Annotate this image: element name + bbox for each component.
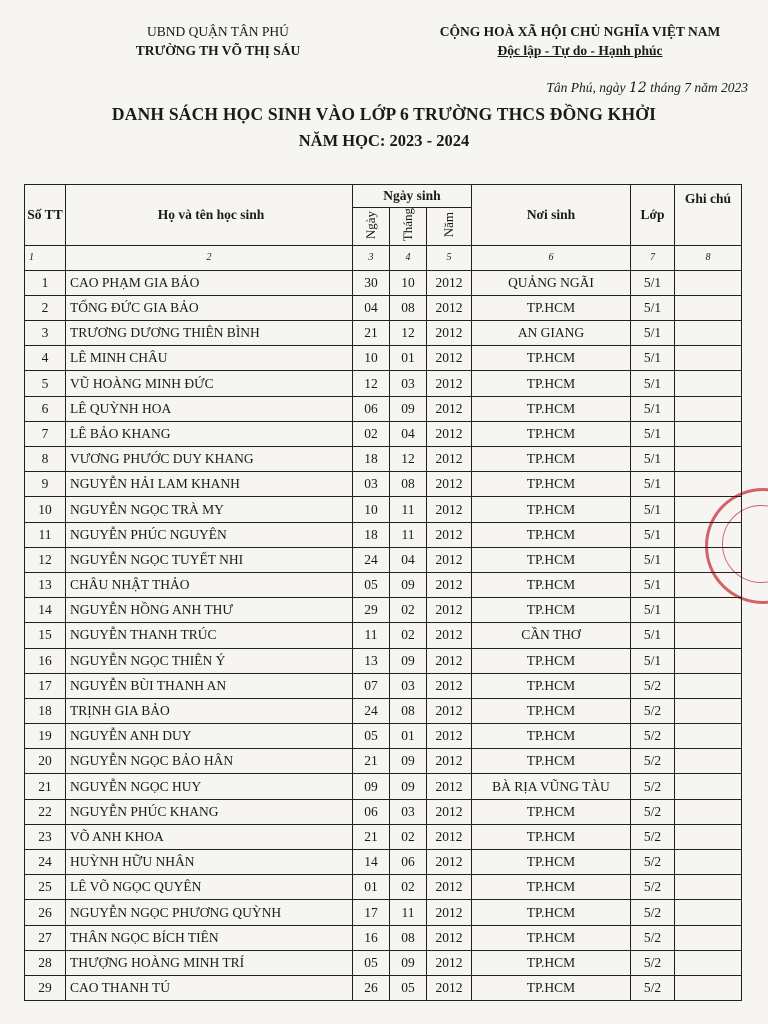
birth-year: 2012 xyxy=(427,547,472,572)
table-row xyxy=(25,270,742,295)
student-name: LÊ MINH CHÂU xyxy=(66,346,353,371)
note xyxy=(675,371,742,396)
birth-place: CẦN THƠ xyxy=(472,623,631,648)
table-row xyxy=(25,321,742,346)
birth-day: 17 xyxy=(353,900,390,925)
student-name: NGUYỄN NGỌC TRÀ MY xyxy=(66,497,353,522)
header-stt: Số TT xyxy=(25,185,66,246)
student-name: NGUYỄN ANH DUY xyxy=(66,724,353,749)
table-row xyxy=(25,850,742,875)
header-note: Ghi chú xyxy=(675,185,742,246)
student-name: NGUYỄN PHÚC NGUYÊN xyxy=(66,522,353,547)
row-number: 9 xyxy=(25,472,66,497)
birth-month: 09 xyxy=(390,950,427,975)
row-number: 2 xyxy=(25,295,66,320)
student-name: TỐNG ĐỨC GIA BẢO xyxy=(66,295,353,320)
table-row xyxy=(25,698,742,723)
note xyxy=(675,950,742,975)
header-place: Nơi sinh xyxy=(472,185,631,246)
class-name: 5/1 xyxy=(631,648,675,673)
birth-month: 09 xyxy=(390,774,427,799)
note xyxy=(675,522,742,547)
header-dob: Ngày sinh xyxy=(353,185,472,208)
index-cell: 5 xyxy=(427,246,472,271)
birth-month: 03 xyxy=(390,799,427,824)
row-number: 17 xyxy=(25,673,66,698)
class-name: 5/1 xyxy=(631,522,675,547)
table-row xyxy=(25,749,742,774)
birth-day: 18 xyxy=(353,447,390,472)
birth-place: TP.HCM xyxy=(472,572,631,597)
header-day: Ngày xyxy=(363,210,378,239)
birth-day: 05 xyxy=(353,950,390,975)
index-cell: 1 xyxy=(25,246,66,271)
birth-place: TP.HCM xyxy=(472,850,631,875)
note xyxy=(675,295,742,320)
student-table xyxy=(24,184,742,1001)
student-name: NGUYỄN NGỌC THIÊN Ý xyxy=(66,648,353,673)
class-name: 5/2 xyxy=(631,875,675,900)
birth-year: 2012 xyxy=(427,472,472,497)
class-name: 5/1 xyxy=(631,447,675,472)
class-name: 5/1 xyxy=(631,547,675,572)
issuer-block xyxy=(108,22,328,60)
birth-month: 01 xyxy=(390,724,427,749)
student-name: LÊ QUỲNH HOA xyxy=(66,396,353,421)
student-name: NGUYỄN PHÚC KHANG xyxy=(66,799,353,824)
birth-day: 10 xyxy=(353,346,390,371)
note xyxy=(675,346,742,371)
note xyxy=(675,396,742,421)
row-number: 6 xyxy=(25,396,66,421)
row-number: 13 xyxy=(25,572,66,597)
table-row xyxy=(25,396,742,421)
birth-place: AN GIANG xyxy=(472,321,631,346)
note xyxy=(675,900,742,925)
national-motto-block xyxy=(410,22,750,60)
table-row xyxy=(25,295,742,320)
birth-year: 2012 xyxy=(427,295,472,320)
birth-month: 02 xyxy=(390,623,427,648)
birth-place: TP.HCM xyxy=(472,447,631,472)
note xyxy=(675,421,742,446)
table-row xyxy=(25,598,742,623)
note xyxy=(675,572,742,597)
birth-month: 08 xyxy=(390,698,427,723)
birth-day: 10 xyxy=(353,497,390,522)
birth-month: 11 xyxy=(390,522,427,547)
birth-place: TP.HCM xyxy=(472,497,631,522)
issuer-school: TRƯỜNG TH VÕ THỊ SÁU xyxy=(135,43,301,58)
student-name: CAO THANH TÚ xyxy=(66,975,353,1000)
birth-day: 06 xyxy=(353,799,390,824)
student-name: THƯỢNG HOÀNG MINH TRÍ xyxy=(66,950,353,975)
birth-month: 05 xyxy=(390,975,427,1000)
birth-month: 10 xyxy=(390,270,427,295)
student-name: HUỲNH HỮU NHÂN xyxy=(66,850,353,875)
note xyxy=(675,497,742,522)
table-row xyxy=(25,497,742,522)
birth-day: 05 xyxy=(353,572,390,597)
row-number: 28 xyxy=(25,950,66,975)
birth-day: 12 xyxy=(353,371,390,396)
birth-place: TP.HCM xyxy=(472,724,631,749)
row-number: 27 xyxy=(25,925,66,950)
birth-place: TP.HCM xyxy=(472,472,631,497)
table-row xyxy=(25,875,742,900)
date-prefix: Tân Phú, ngày xyxy=(546,80,626,95)
birth-year: 2012 xyxy=(427,799,472,824)
birth-month: 03 xyxy=(390,673,427,698)
birth-day: 26 xyxy=(353,975,390,1000)
table-row xyxy=(25,447,742,472)
birth-month: 09 xyxy=(390,749,427,774)
table-row xyxy=(25,522,742,547)
note xyxy=(675,925,742,950)
row-number: 11 xyxy=(25,522,66,547)
birth-month: 11 xyxy=(390,900,427,925)
table-row xyxy=(25,900,742,925)
birth-place: TP.HCM xyxy=(472,975,631,1000)
birth-day: 21 xyxy=(353,749,390,774)
birth-month: 04 xyxy=(390,547,427,572)
table-row xyxy=(25,950,742,975)
class-name: 5/2 xyxy=(631,774,675,799)
birth-place: TP.HCM xyxy=(472,875,631,900)
student-name: VƯƠNG PHƯỚC DUY KHANG xyxy=(66,447,353,472)
note xyxy=(675,623,742,648)
birth-place: TP.HCM xyxy=(472,547,631,572)
birth-place: TP.HCM xyxy=(472,900,631,925)
birth-place: TP.HCM xyxy=(472,346,631,371)
birth-place: TP.HCM xyxy=(472,522,631,547)
birth-year: 2012 xyxy=(427,749,472,774)
class-name: 5/1 xyxy=(631,396,675,421)
note xyxy=(675,270,742,295)
class-name: 5/2 xyxy=(631,724,675,749)
birth-month: 09 xyxy=(390,648,427,673)
date-suffix: tháng 7 năm 2023 xyxy=(650,80,748,95)
note xyxy=(675,648,742,673)
note xyxy=(675,698,742,723)
document-date xyxy=(546,80,748,96)
student-name: NGUYỄN HẢI LAM KHANH xyxy=(66,472,353,497)
national-name: CỘNG HOÀ XÃ HỘI CHỦ NGHĨA VIỆT NAM xyxy=(439,24,721,39)
student-name: LÊ VÕ NGỌC QUYÊN xyxy=(66,875,353,900)
row-number: 12 xyxy=(25,547,66,572)
birth-day: 24 xyxy=(353,547,390,572)
birth-year: 2012 xyxy=(427,648,472,673)
row-number: 16 xyxy=(25,648,66,673)
birth-day: 01 xyxy=(353,875,390,900)
class-name: 5/1 xyxy=(631,623,675,648)
index-cell: 7 xyxy=(631,246,675,271)
class-name: 5/1 xyxy=(631,497,675,522)
class-name: 5/2 xyxy=(631,850,675,875)
table-row xyxy=(25,547,742,572)
note xyxy=(675,850,742,875)
birth-place: TP.HCM xyxy=(472,598,631,623)
row-number: 10 xyxy=(25,497,66,522)
birth-day: 24 xyxy=(353,698,390,723)
student-name: NGUYỄN NGỌC BẢO HÂN xyxy=(66,749,353,774)
student-name: NGUYỄN NGỌC PHƯƠNG QUỲNH xyxy=(66,900,353,925)
birth-place: TP.HCM xyxy=(472,673,631,698)
header-year: Năm xyxy=(441,211,456,238)
birth-year: 2012 xyxy=(427,925,472,950)
class-name: 5/1 xyxy=(631,295,675,320)
note xyxy=(675,875,742,900)
student-name: TRƯƠNG DƯƠNG THIÊN BÌNH xyxy=(66,321,353,346)
note xyxy=(675,749,742,774)
birth-day: 02 xyxy=(353,421,390,446)
birth-day: 04 xyxy=(353,295,390,320)
birth-year: 2012 xyxy=(427,447,472,472)
class-name: 5/1 xyxy=(631,321,675,346)
birth-year: 2012 xyxy=(427,875,472,900)
birth-month: 08 xyxy=(390,925,427,950)
birth-year: 2012 xyxy=(427,270,472,295)
birth-month: 11 xyxy=(390,497,427,522)
row-number: 21 xyxy=(25,774,66,799)
header-name: Họ và tên học sinh xyxy=(66,185,353,246)
table-row xyxy=(25,975,742,1000)
birth-place: TP.HCM xyxy=(472,749,631,774)
birth-year: 2012 xyxy=(427,850,472,875)
note xyxy=(675,975,742,1000)
birth-year: 2012 xyxy=(427,497,472,522)
birth-year: 2012 xyxy=(427,346,472,371)
birth-place: TP.HCM xyxy=(472,799,631,824)
class-name: 5/2 xyxy=(631,975,675,1000)
birth-month: 02 xyxy=(390,824,427,849)
student-name: THÂN NGỌC BÍCH TIÊN xyxy=(66,925,353,950)
birth-day: 29 xyxy=(353,598,390,623)
document-title: DANH SÁCH HỌC SINH VÀO LỚP 6 TRƯỜNG THCS ĐỒNG KHỞI xyxy=(111,104,657,124)
index-cell: 3 xyxy=(353,246,390,271)
row-number: 1 xyxy=(25,270,66,295)
class-name: 5/1 xyxy=(631,346,675,371)
row-number: 5 xyxy=(25,371,66,396)
note xyxy=(675,447,742,472)
index-cell: 6 xyxy=(472,246,631,271)
student-name: TRỊNH GIA BẢO xyxy=(66,698,353,723)
birth-day: 07 xyxy=(353,673,390,698)
row-number: 19 xyxy=(25,724,66,749)
birth-year: 2012 xyxy=(427,673,472,698)
note xyxy=(675,472,742,497)
row-number: 18 xyxy=(25,698,66,723)
birth-month: 04 xyxy=(390,421,427,446)
birth-year: 2012 xyxy=(427,371,472,396)
birth-month: 02 xyxy=(390,875,427,900)
table-row xyxy=(25,346,742,371)
birth-day: 16 xyxy=(353,925,390,950)
birth-day: 13 xyxy=(353,648,390,673)
student-name: VÕ ANH KHOA xyxy=(66,824,353,849)
birth-place: TP.HCM xyxy=(472,648,631,673)
student-name: NGUYỄN THANH TRÚC xyxy=(66,623,353,648)
birth-month: 12 xyxy=(390,321,427,346)
note xyxy=(675,321,742,346)
column-index-row xyxy=(25,246,742,271)
issuer-district: UBND QUẬN TÂN PHÚ xyxy=(147,24,289,39)
birth-day: 21 xyxy=(353,321,390,346)
note xyxy=(675,799,742,824)
birth-place: TP.HCM xyxy=(472,295,631,320)
class-name: 5/2 xyxy=(631,673,675,698)
table-row xyxy=(25,371,742,396)
birth-year: 2012 xyxy=(427,824,472,849)
table-row xyxy=(25,623,742,648)
birth-year: 2012 xyxy=(427,396,472,421)
birth-year: 2012 xyxy=(427,724,472,749)
table-row xyxy=(25,421,742,446)
birth-place: TP.HCM xyxy=(472,396,631,421)
class-name: 5/2 xyxy=(631,799,675,824)
table-row xyxy=(25,774,742,799)
row-number: 7 xyxy=(25,421,66,446)
table-row xyxy=(25,824,742,849)
row-number: 8 xyxy=(25,447,66,472)
table-row xyxy=(25,472,742,497)
school-year: NĂM HỌC: 2023 - 2024 xyxy=(298,131,470,150)
table-row xyxy=(25,572,742,597)
birth-month: 02 xyxy=(390,598,427,623)
class-name: 5/1 xyxy=(631,598,675,623)
note xyxy=(675,598,742,623)
birth-day: 06 xyxy=(353,396,390,421)
birth-year: 2012 xyxy=(427,950,472,975)
student-name: CAO PHẠM GIA BẢO xyxy=(66,270,353,295)
student-name: NGUYỄN BÙI THANH AN xyxy=(66,673,353,698)
birth-year: 2012 xyxy=(427,900,472,925)
birth-month: 03 xyxy=(390,371,427,396)
birth-year: 2012 xyxy=(427,598,472,623)
birth-year: 2012 xyxy=(427,522,472,547)
birth-year: 2012 xyxy=(427,975,472,1000)
birth-day: 11 xyxy=(353,623,390,648)
index-cell: 2 xyxy=(66,246,353,271)
birth-place: TP.HCM xyxy=(472,925,631,950)
note xyxy=(675,547,742,572)
row-number: 25 xyxy=(25,875,66,900)
note xyxy=(675,673,742,698)
index-cell: 4 xyxy=(390,246,427,271)
birth-day: 14 xyxy=(353,850,390,875)
birth-year: 2012 xyxy=(427,572,472,597)
birth-place: BÀ RỊA VŨNG TÀU xyxy=(472,774,631,799)
birth-month: 12 xyxy=(390,447,427,472)
row-number: 20 xyxy=(25,749,66,774)
row-number: 22 xyxy=(25,799,66,824)
birth-month: 09 xyxy=(390,396,427,421)
birth-month: 09 xyxy=(390,572,427,597)
student-name: VŨ HOÀNG MINH ĐỨC xyxy=(66,371,353,396)
birth-day: 09 xyxy=(353,774,390,799)
index-cell: 8 xyxy=(675,246,742,271)
row-number: 4 xyxy=(25,346,66,371)
birth-month: 06 xyxy=(390,850,427,875)
birth-day: 05 xyxy=(353,724,390,749)
note xyxy=(675,724,742,749)
birth-year: 2012 xyxy=(427,774,472,799)
row-number: 23 xyxy=(25,824,66,849)
note xyxy=(675,774,742,799)
class-name: 5/1 xyxy=(631,371,675,396)
birth-place: TP.HCM xyxy=(472,950,631,975)
birth-month: 08 xyxy=(390,472,427,497)
class-name: 5/2 xyxy=(631,900,675,925)
student-name: CHÂU NHẬT THẢO xyxy=(66,572,353,597)
note xyxy=(675,824,742,849)
class-name: 5/2 xyxy=(631,950,675,975)
class-name: 5/2 xyxy=(631,925,675,950)
student-name: NGUYỄN NGỌC TUYẾT NHI xyxy=(66,547,353,572)
birth-year: 2012 xyxy=(427,623,472,648)
birth-place: QUẢNG NGÃI xyxy=(472,270,631,295)
header-class: Lớp xyxy=(631,185,675,246)
class-name: 5/1 xyxy=(631,572,675,597)
table-row xyxy=(25,724,742,749)
birth-place: TP.HCM xyxy=(472,824,631,849)
class-name: 5/1 xyxy=(631,270,675,295)
birth-place: TP.HCM xyxy=(472,421,631,446)
class-name: 5/1 xyxy=(631,472,675,497)
class-name: 5/2 xyxy=(631,824,675,849)
birth-place: TP.HCM xyxy=(472,698,631,723)
birth-day: 30 xyxy=(353,270,390,295)
class-name: 5/2 xyxy=(631,698,675,723)
table-row xyxy=(25,673,742,698)
row-number: 15 xyxy=(25,623,66,648)
birth-year: 2012 xyxy=(427,321,472,346)
class-name: 5/1 xyxy=(631,421,675,446)
birth-place: TP.HCM xyxy=(472,371,631,396)
birth-day: 21 xyxy=(353,824,390,849)
birth-year: 2012 xyxy=(427,698,472,723)
table-row xyxy=(25,925,742,950)
student-name: NGUYỄN HỒNG ANH THƯ xyxy=(66,598,353,623)
header-month: Tháng xyxy=(400,208,415,242)
row-number: 14 xyxy=(25,598,66,623)
student-name: LÊ BẢO KHANG xyxy=(66,421,353,446)
row-number: 3 xyxy=(25,321,66,346)
birth-day: 03 xyxy=(353,472,390,497)
class-name: 5/2 xyxy=(631,749,675,774)
birth-year: 2012 xyxy=(427,421,472,446)
row-number: 26 xyxy=(25,900,66,925)
birth-month: 08 xyxy=(390,295,427,320)
national-motto: Độc lập - Tự do - Hạnh phúc xyxy=(497,43,663,58)
date-day: 12 xyxy=(628,80,647,96)
row-number: 29 xyxy=(25,975,66,1000)
birth-day: 18 xyxy=(353,522,390,547)
table-row xyxy=(25,799,742,824)
birth-month: 01 xyxy=(390,346,427,371)
student-name: NGUYỄN NGỌC HUY xyxy=(66,774,353,799)
row-number: 24 xyxy=(25,850,66,875)
table-row xyxy=(25,648,742,673)
